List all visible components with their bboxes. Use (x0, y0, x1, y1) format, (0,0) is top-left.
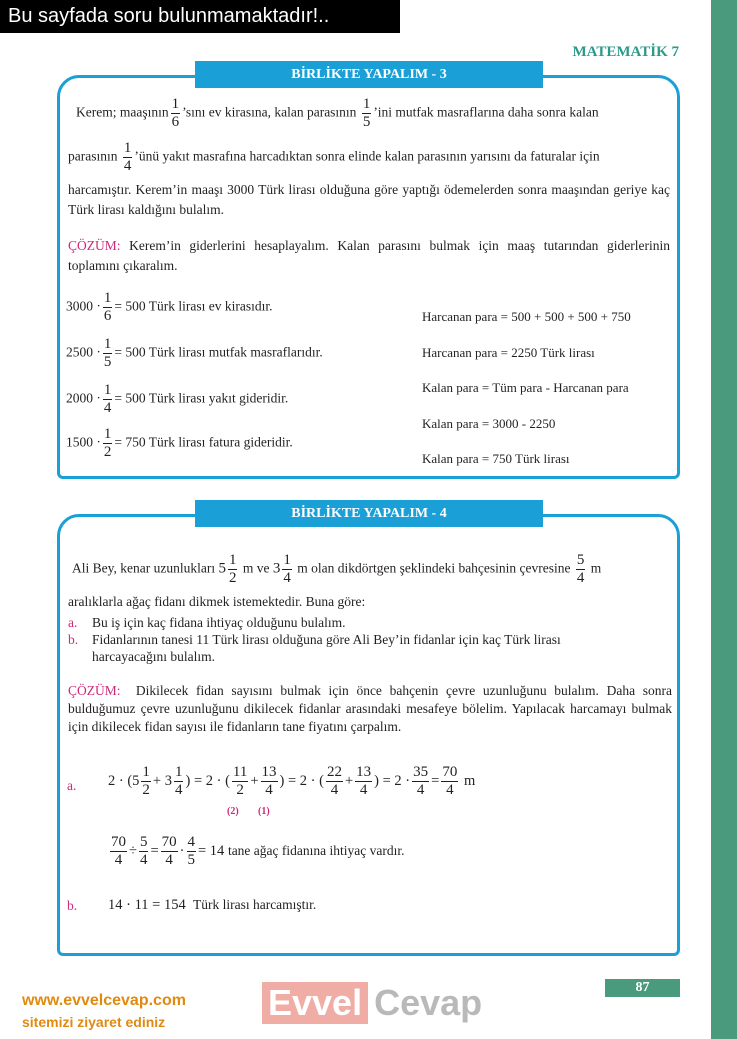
result-line: Kalan para = 3000 - 2250 (422, 415, 556, 431)
no-question-banner: Bu sayfada soru bulunmamaktadır!.. (0, 0, 400, 33)
text: 5 (218, 560, 226, 577)
result-line: Kalan para = 750 Türk lirası (422, 451, 570, 466)
text: m olan dikdörtgen şeklindeki bahçesinin çevresine (297, 560, 571, 576)
text: = 500 (114, 298, 146, 314)
denominator: 5 (362, 114, 371, 130)
text: = (150, 842, 159, 859)
numerator: 13 (261, 764, 277, 780)
text: m (463, 772, 476, 789)
calc-row (66, 336, 323, 382)
numerator: 1 (103, 426, 112, 442)
evvelcevap-logo (262, 982, 482, 1024)
denominator: 6 (171, 114, 180, 130)
numerator: 1 (103, 336, 112, 352)
text: Dikilecek fidan sayısını bulmak için önce bahçenin çevre uzunluğunu bulalım. Daha sonra bulduğumuz çevre uzunluğunu dikilecek fidanlar arasındaki mesafeye bölelim. Yapılacak harcamayı bulmak için dikilecek fidan sayısı ile fidanların tane fiyatını çarpalım. (68, 683, 673, 734)
text: ) = 2 · (374, 772, 411, 789)
result-line: Harcanan para = 500 + 500 + 500 + 750 (422, 309, 631, 324)
denominator: 4 (359, 782, 368, 798)
numerator: 1 (171, 96, 180, 112)
text: m ve (242, 560, 270, 576)
text: b. (68, 632, 79, 647)
text: 1500 · (66, 434, 101, 450)
denominator: 4 (174, 782, 183, 798)
text: Kerem; maaşının (76, 104, 169, 120)
denominator: 4 (416, 782, 425, 798)
denominator: 6 (103, 308, 112, 324)
s4-solution (68, 682, 672, 736)
text: Türk lirası mutfak masraflarıdır. (148, 344, 323, 360)
denominator: 5 (187, 852, 195, 868)
numerator: 1 (103, 382, 112, 398)
fraction (232, 764, 248, 799)
watermark-message: sitemizi ziyaret ediniz (22, 1014, 166, 1030)
numerator: 1 (174, 764, 183, 780)
fraction (171, 96, 181, 131)
calc-row (66, 382, 323, 426)
subject-header: MATEMATİK 7 (572, 44, 679, 60)
expansion-note: (2) (227, 806, 239, 817)
s4-questions (68, 614, 628, 665)
fraction (261, 764, 278, 799)
text: 2 · (5 (108, 772, 140, 789)
text: Bu iş için kaç fidana ihtiyaç olduğunu bulalım. (92, 615, 346, 630)
fraction (103, 382, 113, 417)
s3-paragraph-2 (68, 140, 600, 175)
equation-3 (108, 897, 316, 914)
denominator: 4 (123, 158, 132, 174)
fraction (103, 426, 113, 461)
text: 3000 · (66, 298, 101, 314)
s4-paragraph-1 (72, 552, 601, 587)
text: · (179, 842, 185, 859)
text: Türk lirası ev kirasıdır. (148, 298, 273, 314)
denominator: 2 (228, 570, 237, 586)
denominator: 2 (103, 444, 112, 460)
text: ’ünü yakıt masrafına harcadıktan sonra elinde kalan parasının yarısını da faturalar için (134, 148, 600, 164)
text: ÇÖZÜM: (68, 683, 121, 698)
numerator: 70 (442, 764, 458, 780)
text: m (590, 560, 602, 576)
solution-text: Kerem’in giderlerini hesaplayalım. Kalan parasını bulmak için maaş tutarından giderlerinin toplamını çıkaralım. (68, 238, 670, 273)
equation-2 (108, 834, 404, 869)
fraction (103, 290, 113, 325)
numerator: 5 (576, 552, 585, 568)
fraction (123, 140, 133, 175)
text: 14 · 11 = 154 (108, 897, 186, 913)
fraction (110, 834, 127, 869)
fraction (576, 552, 586, 587)
side-strip (711, 0, 737, 1039)
denominator: 4 (165, 852, 173, 868)
text: = 750 (114, 434, 146, 450)
numerator: 1 (283, 552, 291, 568)
expansion-note: (1) (258, 806, 270, 817)
numerator: 70 (161, 834, 177, 850)
calc-row (66, 290, 323, 336)
s3-solution (68, 236, 670, 276)
result-line: Kalan para = Tüm para - Harcanan para (422, 380, 629, 395)
fraction (174, 764, 184, 799)
numerator: 70 (111, 834, 126, 850)
section-4-title: BİRLİKTE YAPALIM - 4 (195, 500, 543, 527)
text: = 500 (114, 390, 146, 406)
text: ÷ (129, 842, 137, 859)
text: ’ini mutfak masraflarına daha sonra kalan (373, 104, 599, 120)
numerator: 5 (139, 834, 148, 850)
text: a. (68, 615, 78, 630)
text: 2500 · (66, 344, 101, 360)
text: Türk lirası fatura gideridir. (148, 434, 293, 450)
fraction (228, 552, 238, 587)
text: + 3 (152, 772, 172, 789)
s3-paragraph-3: harcamıştır. Kerem’in maaşı 3000 Türk lirası olduğuna göre yaptığı ödemelerden sonra maaşından geriye kaç Türk lirası kaldığını bulalım. (68, 182, 670, 217)
s3-calculations (66, 290, 323, 461)
fraction (187, 834, 197, 869)
numerator: 1 (228, 552, 237, 568)
answer-b-label: b. (67, 898, 78, 913)
answer-a-label: a. (67, 778, 77, 793)
text: Evvel (262, 982, 368, 1024)
text: + (344, 772, 354, 789)
fraction (282, 552, 292, 587)
text: ) = 2 · ( (279, 772, 324, 789)
fraction (141, 764, 151, 799)
denominator: 4 (103, 400, 112, 416)
text: + (250, 772, 259, 789)
denominator: 5 (103, 354, 112, 370)
denominator: 4 (446, 782, 454, 798)
result-line: Harcanan para = 2250 Türk lirası (422, 344, 595, 360)
solution-label: ÇÖZÜM: (68, 238, 121, 253)
numerator: 11 (232, 764, 248, 780)
watermark-url: www.evvelcevap.com (22, 992, 186, 1009)
text: Fidanlarının tanesi 11 Türk lirası olduğuna göre Ali Bey’in fidanlar için kaç Türk lirası harcayacağını bulalım. (92, 632, 561, 664)
denominator: 4 (114, 852, 123, 868)
denominator: 2 (142, 782, 150, 798)
denominator: 4 (265, 782, 273, 798)
text: tane ağaç fidanına ihtiyaç vardır. (227, 842, 405, 858)
numerator: 1 (123, 140, 132, 156)
numerator: 1 (103, 290, 112, 306)
text: = 500 (114, 344, 146, 360)
numerator: 13 (356, 764, 372, 780)
fraction (139, 834, 149, 869)
text: = 14 (198, 842, 225, 859)
denominator: 4 (139, 852, 148, 868)
equation-1 (108, 764, 475, 799)
section-3-title: BİRLİKTE YAPALIM - 3 (195, 61, 543, 88)
denominator: 4 (576, 570, 585, 586)
text: ’sını ev kirasına, kalan parasının (182, 104, 357, 120)
s4-paragraph-2: aralıklarla ağaç fidanı dikmek istemektedir. Buna göre: (68, 594, 366, 609)
numerator: 1 (142, 764, 150, 780)
denominator: 2 (236, 782, 244, 798)
text: Ali Bey, kenar uzunlukları (72, 560, 216, 576)
question-b (68, 631, 628, 665)
numerator: 35 (413, 764, 429, 780)
fraction (103, 336, 113, 371)
fraction (362, 96, 372, 131)
fraction (326, 764, 343, 799)
question-a (68, 614, 628, 631)
fraction (441, 764, 458, 799)
s3-result (422, 299, 631, 477)
text: Cevap (374, 982, 483, 1023)
text: ) = 2 · ( (185, 772, 230, 789)
text: 3 (272, 560, 281, 577)
text: parasının (68, 148, 118, 164)
page-number: 87 (605, 979, 680, 997)
calc-row (66, 426, 323, 461)
text: = (431, 772, 440, 789)
numerator: 4 (187, 834, 195, 850)
numerator: 1 (362, 96, 371, 112)
s3-paragraph-1 (76, 96, 599, 131)
denominator: 4 (283, 570, 291, 586)
fraction (161, 834, 178, 869)
text: Türk lirası harcamıştır. (192, 897, 317, 912)
numerator: 22 (326, 764, 342, 780)
text: Türk lirası yakıt gideridir. (148, 390, 289, 406)
fraction (412, 764, 429, 799)
text: 2000 · (66, 390, 101, 406)
fraction (355, 764, 372, 799)
denominator: 4 (330, 782, 339, 798)
